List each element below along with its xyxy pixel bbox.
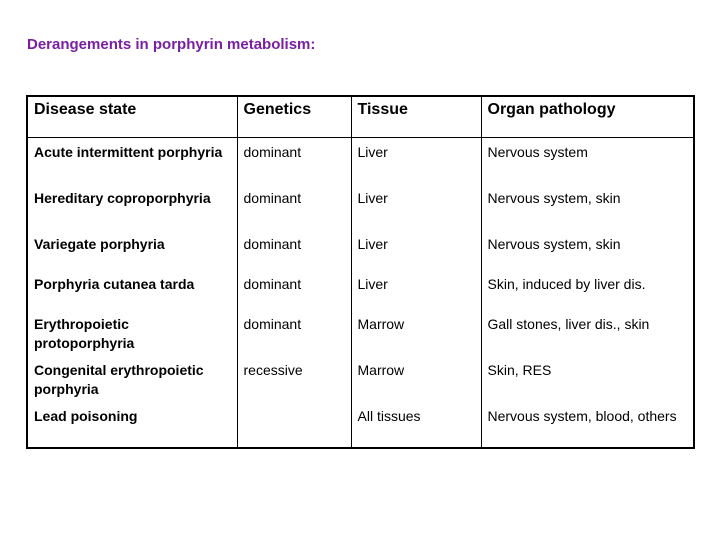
tissue-cell: Liver bbox=[351, 184, 481, 230]
pathology-cell: Skin, RES bbox=[481, 356, 694, 402]
genetics-cell: dominant bbox=[237, 138, 351, 185]
tissue-cell: Marrow bbox=[351, 310, 481, 356]
disease-cell: Erythropoietic protoporphyria bbox=[34, 316, 135, 351]
genetics-cell: dominant bbox=[237, 310, 351, 356]
disease-cell: Lead poisoning bbox=[34, 408, 138, 424]
genetics-cell bbox=[237, 402, 351, 448]
tissue-cell: Liver bbox=[351, 270, 481, 310]
disease-cell: Variegate porphyria bbox=[34, 236, 165, 252]
disease-cell: Congenital erythropoietic porphyria bbox=[34, 362, 204, 397]
header-organ-pathology: Organ pathology bbox=[481, 96, 694, 138]
table-row bbox=[27, 270, 694, 310]
genetics-cell: dominant bbox=[237, 184, 351, 230]
pathology-cell: Nervous system, blood, others bbox=[481, 402, 694, 448]
table-row bbox=[27, 356, 694, 402]
tissue-cell: All tissues bbox=[351, 402, 481, 448]
pathology-cell: Nervous system, skin bbox=[481, 184, 694, 230]
table-row bbox=[27, 402, 694, 448]
porphyria-table bbox=[26, 95, 695, 449]
tissue-cell: Marrow bbox=[351, 356, 481, 402]
header-disease-state: Disease state bbox=[27, 96, 237, 138]
disease-cell: Porphyria cutanea tarda bbox=[34, 276, 195, 292]
table-row bbox=[27, 230, 694, 270]
pathology-cell: Nervous system, skin bbox=[481, 230, 694, 270]
table-row bbox=[27, 184, 694, 230]
page-title: Derangements in porphyrin metabolism: bbox=[27, 36, 316, 53]
pathology-cell: Gall stones, liver dis., skin bbox=[481, 310, 694, 356]
table-row bbox=[27, 138, 694, 185]
genetics-cell: recessive bbox=[237, 356, 351, 402]
tissue-cell: Liver bbox=[351, 138, 481, 185]
tissue-cell: Liver bbox=[351, 230, 481, 270]
disease-cell: Acute intermittent porphyria bbox=[34, 144, 223, 160]
table-row bbox=[27, 310, 694, 356]
disease-cell: Hereditary coproporphyria bbox=[34, 190, 211, 206]
header-tissue: Tissue bbox=[351, 96, 481, 138]
genetics-cell: dominant bbox=[237, 270, 351, 310]
header-genetics: Genetics bbox=[237, 96, 351, 138]
table-header-row bbox=[27, 96, 694, 138]
pathology-cell: Skin, induced by liver dis. bbox=[481, 270, 694, 310]
genetics-cell: dominant bbox=[237, 230, 351, 270]
pathology-cell: Nervous system bbox=[481, 138, 694, 185]
